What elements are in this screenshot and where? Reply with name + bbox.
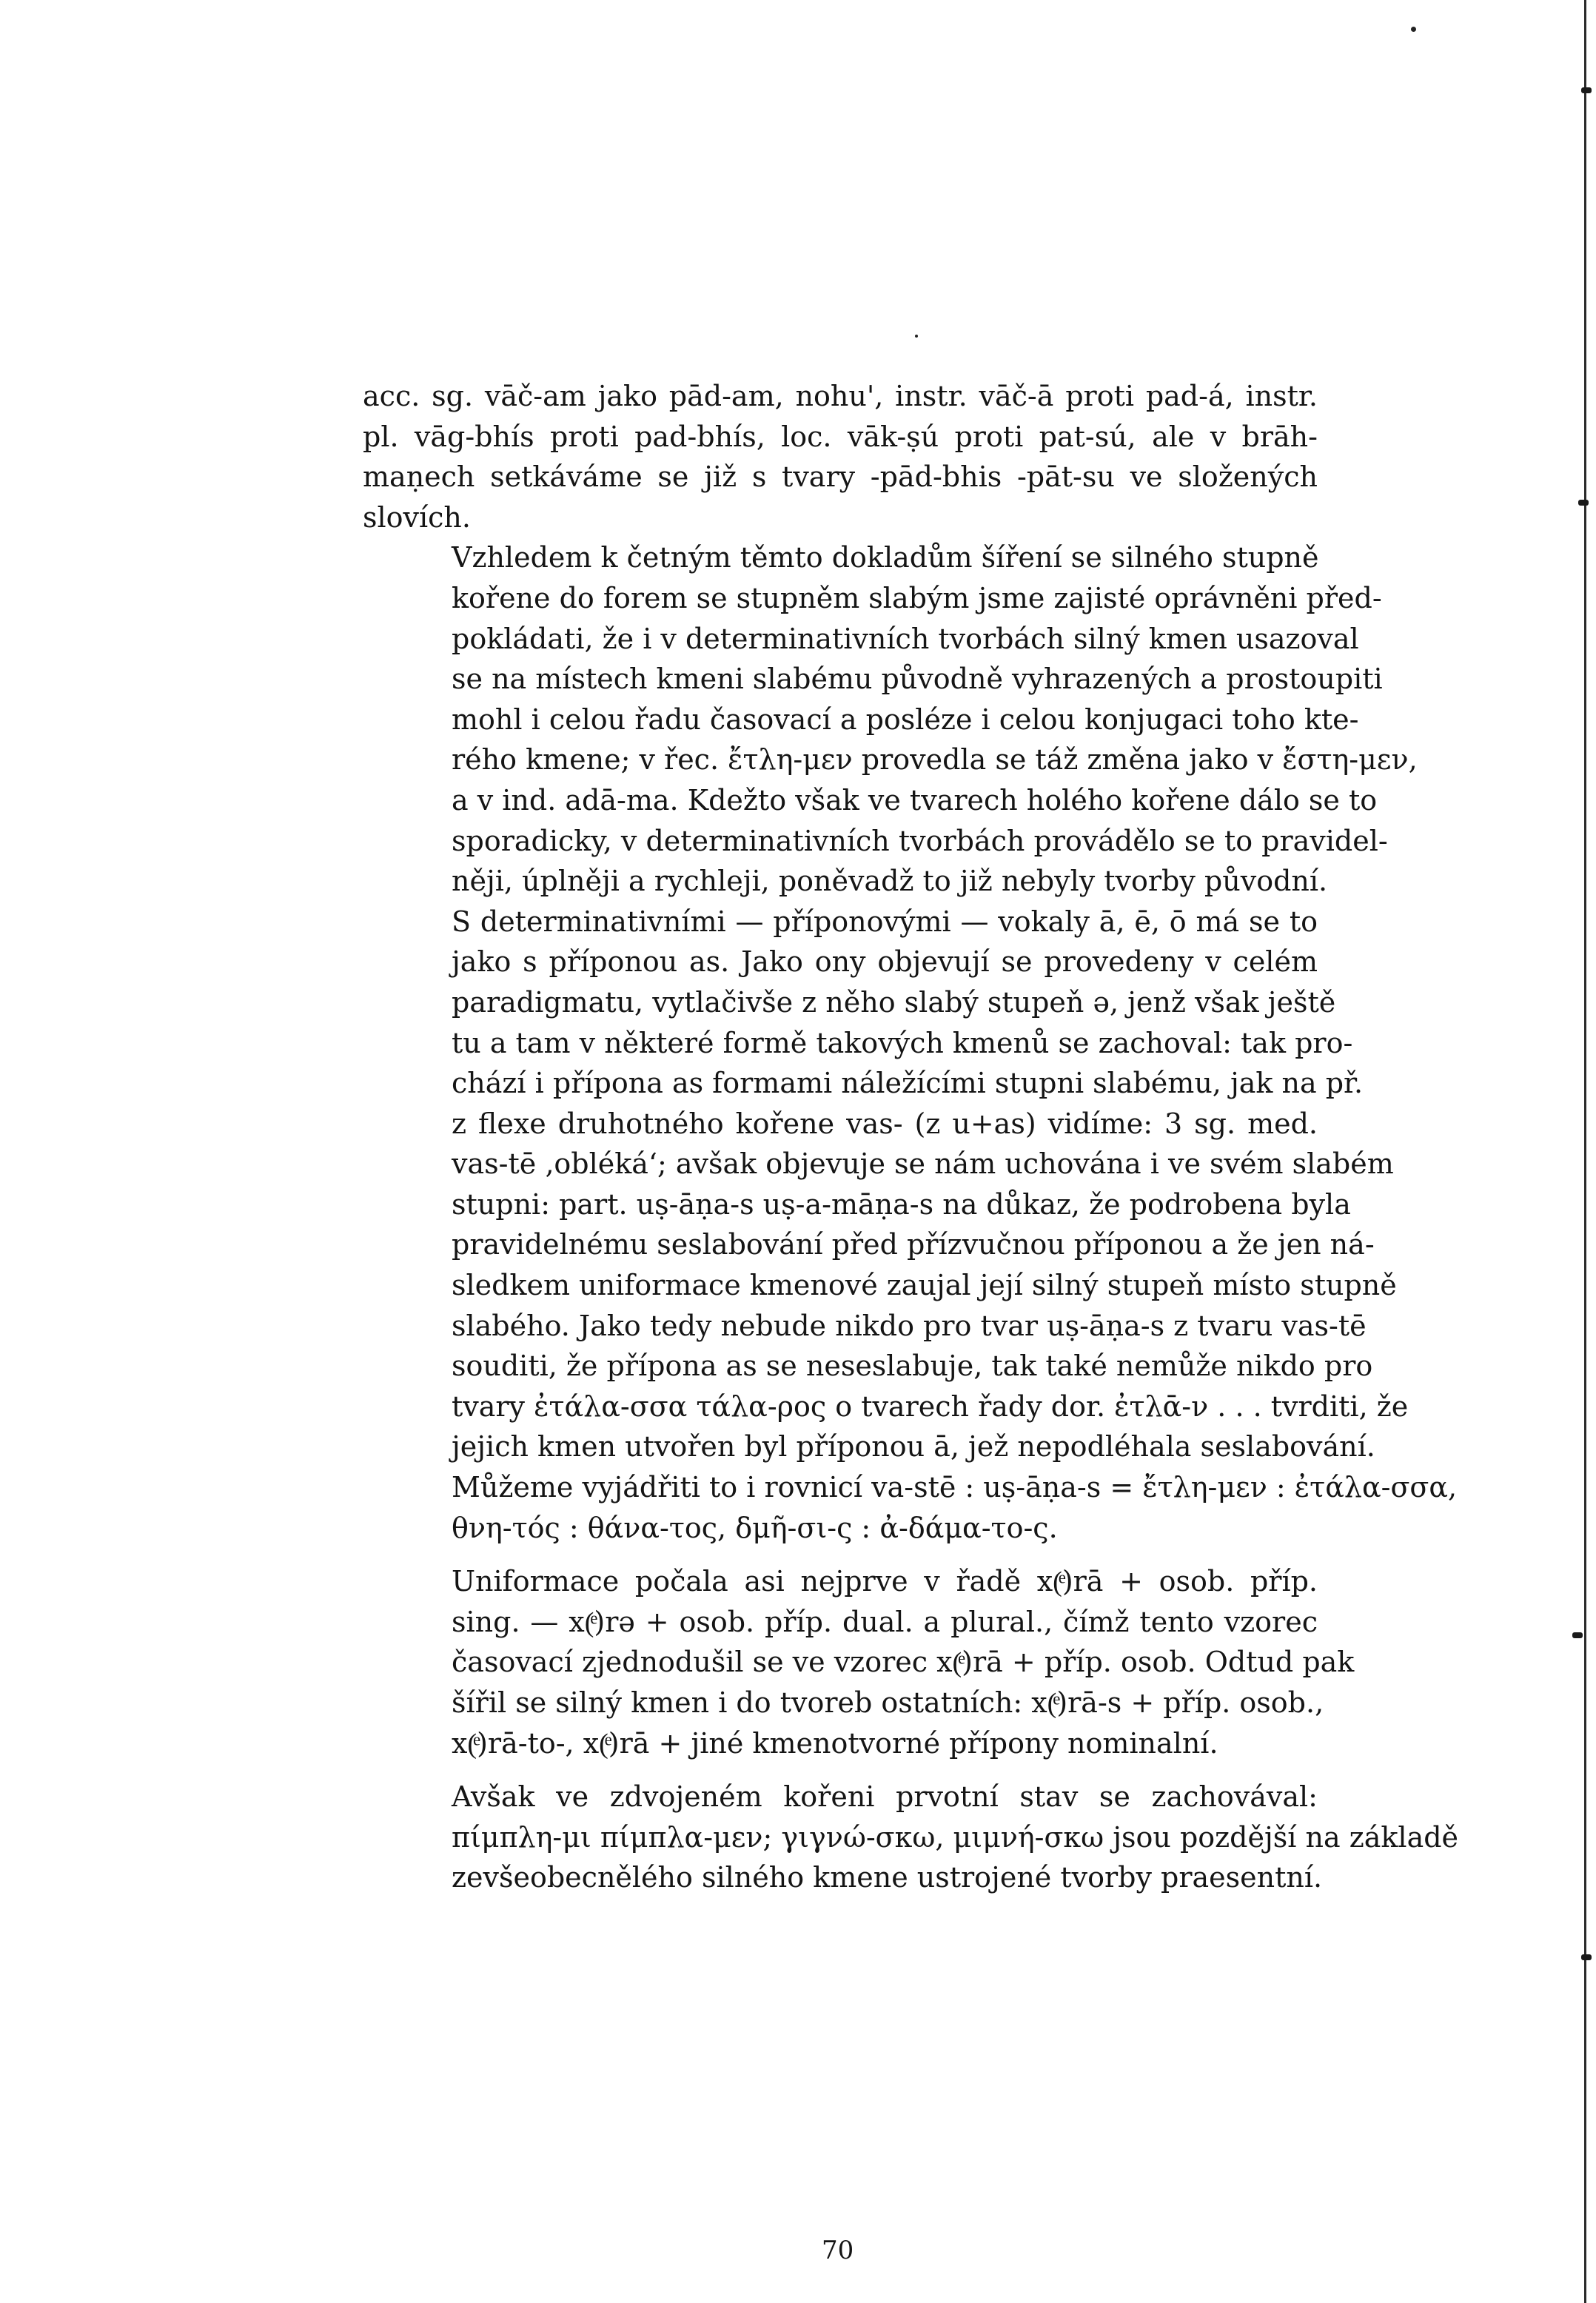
text-line: sing. — x(ͤ)rə + osob. příp. dual. a plural., čímž tento vzorec (452, 1605, 1318, 1638)
text-line: mohl i celou řadu časovací a posléze i celou konjugaci toho kte- (452, 703, 1359, 736)
text-line: pl. vāg-bhís proti pad-bhís, loc. vāk-ṣú proti pat-sú, ale v brāh- (363, 420, 1318, 453)
paragraph (363, 1561, 1355, 1763)
text-line: sporadicky, v determinativních tvorbách provádělo se to pravidel- (452, 824, 1388, 857)
text-line: jejich kmen utvořen byl příponou ā, jež nepodléhala seslabování. (452, 1430, 1375, 1464)
text-line: πίμπλη-μι πίμπλα-μεν; γιγνώ-σκω, μιμνή-σκω jsou pozdější na základě (452, 1820, 1459, 1854)
paragraph (363, 537, 1458, 1548)
scan-speck (1411, 27, 1416, 32)
text-line: šířil se silný kmen i do tvoreb ostatních: x(ͤ)rā-s + příp. osob., (452, 1686, 1324, 1719)
text-line: maṇech setkáváme se již s tvary -pād-bhis -pāt-su ve složených (363, 460, 1318, 494)
text-line: a v ind. adā-ma. Kdežto však ve tvarech holého kořene dálo se to (452, 783, 1378, 817)
text-line: paradigmatu, vytlačivše z něho slabý stupeň ə, jenž však ještě (452, 985, 1336, 1019)
body-text (363, 376, 1459, 1898)
text-line: Uniformace počala asi nejprve v řadě x(ͤ)rā + osob. příp. (452, 1565, 1318, 1598)
text-line: se na místech kmeni slabému původně vyhrazených a prostoupiti (452, 663, 1383, 696)
text-line: něji, úplněji a rychleji, poněvadž to již nebyly tvorby původní. (452, 865, 1328, 898)
text-line: chází i přípona as formami náležícími stupni slabému, jak na př. (452, 1067, 1364, 1100)
scan-edge-mark (1581, 87, 1592, 93)
text-line: stupni: part. uṣ-āṇa-s uṣ-a-māṇa-s na důkaz, že podrobena byla (452, 1187, 1351, 1221)
scan-edge-mark (1578, 500, 1589, 506)
text-line: pravidelnému seslabování před přízvučnou příponou a že jen ná- (452, 1228, 1375, 1261)
text-line: jako s příponou as. Jako ony objevují se provedeny v celém (452, 945, 1318, 979)
text-line: slabého. Jako tedy nebude nikdo pro tvar uṣ-āṇa-s z tvaru vas-tē (452, 1309, 1367, 1342)
text-line: θνη-τός : θάνα-τος, δμῆ-σι-ς : ἀ-δάμα-το-ς. (452, 1511, 1058, 1544)
text-line: x(ͤ)rā-to-, x(ͤ)rā + jiné kmenotvorné přípony nominalní. (452, 1726, 1218, 1760)
text-line: pokládati, že i v determinativních tvorbách silný kmen usazoval (452, 622, 1359, 655)
text-line: tvary ἐτάλα-σσα τάλα-ρος o tvarech řady dor. ἐτλᾱ-ν . . . tvrditi, že (452, 1389, 1409, 1423)
text-line: kořene do forem se stupněm slabým jsme zajisté oprávněni před- (452, 581, 1382, 614)
text-line: S determinativními — příponovými — vokaly ā, ē, ō má se to (452, 905, 1318, 938)
text-line: souditi, že přípona as se neseslabuje, tak také nemůže nikdo pro (452, 1350, 1373, 1383)
text-line: Avšak ve zdvojeném kořeni prvotní stav se zachovával: (452, 1780, 1318, 1814)
paragraph (363, 376, 1318, 537)
text-line: acc. sg. vāč-am jako pād-am, nohu', instr. vāč-ā proti pad-á, instr. (363, 380, 1318, 412)
text-line: vas-tē ‚obléká‘; avšak objevuje se nám uchována i ve svém slabém (452, 1147, 1394, 1181)
text-line: sledkem uniformace kmenové zaujal její silný stupeň místo stupně (452, 1269, 1397, 1302)
paragraph (363, 1777, 1459, 1898)
page-number: 70 (822, 2236, 854, 2265)
scan-speck (915, 335, 918, 338)
text-line: tu a tam v některé formě takových kmenů se zachoval: tak pro- (452, 1026, 1353, 1059)
text-line: zevšeobecnělého silného kmene ustrojené tvorby praesentní. (452, 1861, 1323, 1894)
text-line: Vzhledem k četným těmto dokladům šíření se silného stupně (452, 541, 1319, 574)
text-line: časovací zjednodušil se ve vzorec x(ͤ)rā + příp. osob. Odtud pak (452, 1646, 1355, 1679)
scan-edge-mark (1581, 1954, 1592, 1960)
text-line: slovích. (363, 500, 471, 534)
scan-edge-mark (1572, 1632, 1583, 1638)
text-line: Můžeme vyjádřiti to i rovnicí va-stē : uṣ-āṇa-s = ἔτλη-μεν : ἐτάλα-σσα, (452, 1471, 1458, 1504)
text-line: rého kmene; v řec. ἔτλη-μεν provedla se táž změna jako v ἔστη-μεν, (452, 743, 1418, 777)
text-line: z flexe druhotného kořene vas- (z u+as) vidíme: 3 sg. med. (452, 1107, 1318, 1140)
